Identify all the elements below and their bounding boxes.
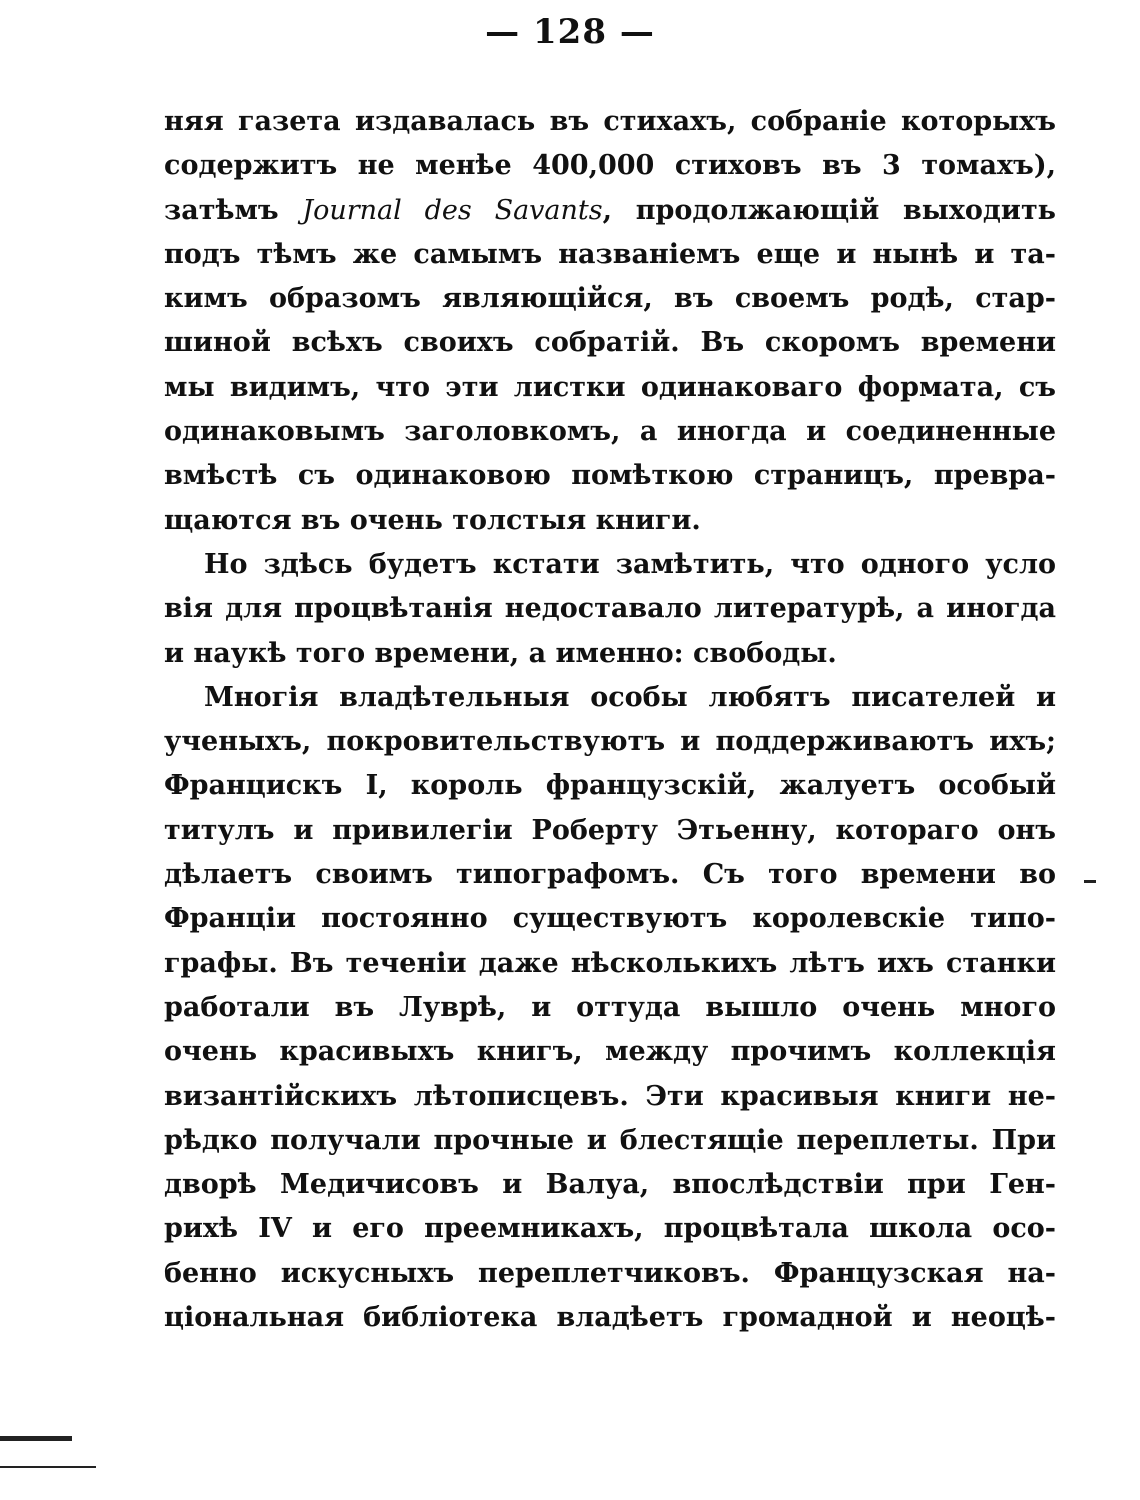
text-line: рихѣ IV и его преемникахъ, процвѣтала школа осо-	[164, 1213, 1056, 1245]
text-line: подъ тѣмъ же самымъ названіемъ еще и нынѣ и та-	[164, 238, 1056, 270]
text-line	[164, 189, 1056, 233]
text-line: няя газета издавалась въ стихахъ, собраніе которыхъ	[164, 106, 1056, 137]
text-line: кимъ образомъ являющійся, въ своемъ родѣ, стар-	[164, 283, 1056, 315]
text-line: вмѣстѣ съ одинаковою помѣткою страницъ, превра-	[164, 460, 1056, 492]
text-line: Францискъ I, король французскій, жалуетъ особый	[164, 770, 1056, 802]
text-line: дворѣ Медичисовъ и Валуа, впослѣдствіи при Ген-	[164, 1169, 1056, 1201]
body-text	[164, 100, 1056, 1340]
text-line: шиной всѣхъ своихъ собратій. Въ скоромъ времени	[164, 327, 1056, 359]
journal-title: Journal des Savants	[302, 194, 603, 226]
text-line: щаются въ очень толстыя книги.	[164, 504, 701, 536]
text-line: византійскихъ лѣтописцевъ. Эти красивыя книги не-	[164, 1080, 1056, 1112]
text-line-pre: затѣмъ	[164, 194, 303, 226]
text-line: титулъ и привилегіи Роберту Этьенну, котораго онъ	[164, 814, 1056, 846]
text-line: мы видимъ, что эти листки одинаковаго формата, съ	[164, 371, 1056, 403]
text-line: работали въ Луврѣ, и оттуда вышло очень много	[164, 991, 1056, 1023]
text-line: очень красивыхъ книгъ, между прочимъ коллекція	[164, 1036, 1056, 1068]
text-line: и наукѣ того времени, а именно: свободы.	[164, 637, 837, 669]
text-line: рѣдко получали прочные и блестящіе переплеты. При	[164, 1124, 1056, 1156]
text-line: Франціи постоянно существуютъ королевскіе типо-	[164, 903, 1056, 935]
text-line: одинаковымъ заголовкомъ, а иногда и соединенные	[164, 416, 1056, 448]
text-line: Многія владѣтельныя особы любятъ писателей и	[204, 681, 1056, 713]
scan-mark-bottom-left-2	[0, 1466, 96, 1468]
page-number: — 128 —	[485, 12, 655, 52]
text-line: бенно искусныхъ переплетчиковъ. Французская на-	[164, 1257, 1056, 1289]
text-line: ціональная библіотека владѣетъ громадной и неоцѣ-	[164, 1302, 1056, 1334]
text-line: Но здѣсь будетъ кстати замѣтить, что одного усло	[204, 548, 1056, 580]
scan-mark-bottom-left-1	[0, 1436, 72, 1441]
scan-mark-right	[1084, 880, 1096, 883]
text-line: вія для процвѣтанія недоставало литературѣ, а иногда	[164, 593, 1056, 625]
text-line: графы. Въ теченіи даже нѣсколькихъ лѣтъ ихъ станки	[164, 947, 1056, 979]
text-line: содержитъ не менѣе 400,000 стиховъ въ 3 томахъ),	[164, 150, 1056, 182]
text-line: дѣлаетъ своимъ типографомъ. Съ того времени во	[164, 859, 1056, 891]
text-line-post: , продолжающій выходить	[602, 194, 1057, 226]
text-line: ученыхъ, покровительствуютъ и поддерживаютъ ихъ;	[164, 726, 1056, 758]
